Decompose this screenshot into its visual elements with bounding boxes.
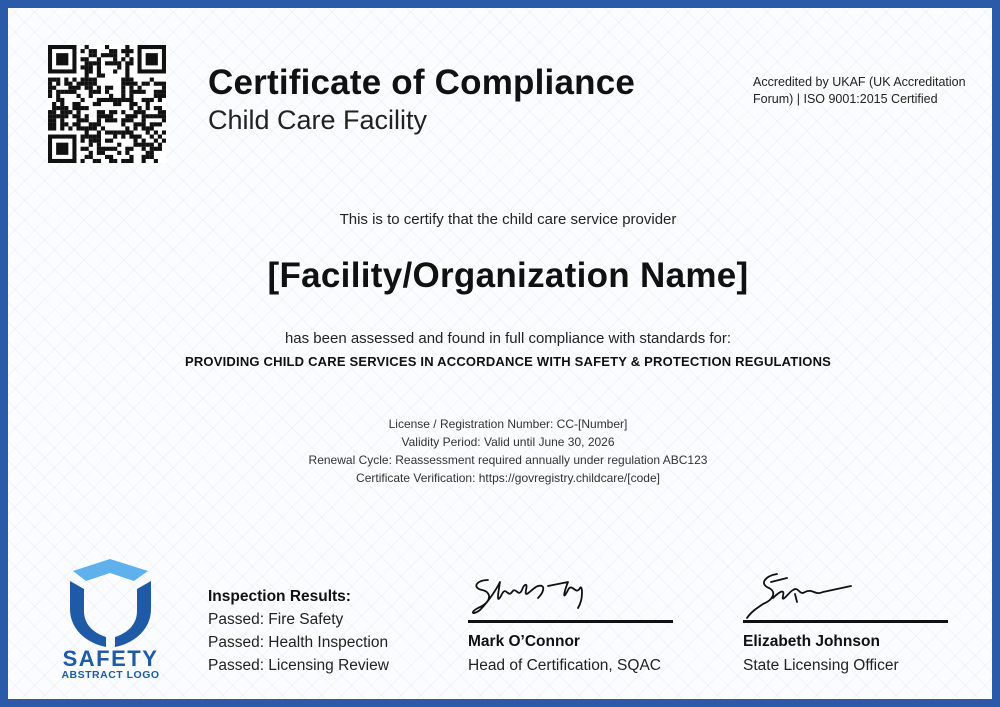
certificate-subtitle: Child Care Facility xyxy=(208,105,428,135)
detail-verification[interactable]: Certificate Verification: https://govregistry.childcare/[code] xyxy=(356,471,660,485)
signature-line-2 xyxy=(743,620,948,623)
signature-block-1 xyxy=(468,568,673,675)
signatory-name-1: Mark O’Connor xyxy=(468,633,580,650)
assessed-statement: has been assessed and found in full compliance with standards for: xyxy=(284,330,732,347)
shield-logo-icon xyxy=(48,551,173,681)
signatory-title-2: State Licensing Officer xyxy=(743,657,899,674)
signatory-title-1: Head of Certification, SQAC xyxy=(468,657,661,674)
inspection-heading: Inspection Results: xyxy=(208,588,351,605)
inspection-item-health: Passed: Health Inspection xyxy=(208,634,389,651)
qr-code-icon xyxy=(48,45,166,163)
logo-line1: SAFETY xyxy=(62,646,159,671)
certificate-details xyxy=(8,415,1000,487)
inspection-item-fire: Passed: Fire Safety xyxy=(208,611,344,628)
signature-scribble-2 xyxy=(743,568,948,620)
signatory-name-2: Elizabeth Johnson xyxy=(743,633,880,650)
inspection-results xyxy=(208,585,389,677)
certify-intro: This is to certify that the child care service provider xyxy=(339,211,677,228)
accreditation-text: Accredited by UKAF (UK Accreditation Forum) | ISO 9001:2015 Certified xyxy=(753,75,966,106)
detail-validity: Validity Period: Valid until June 30, 2026 xyxy=(401,435,615,449)
detail-license: License / Registration Number: CC-[Number] xyxy=(388,417,628,431)
detail-renewal: Renewal Cycle: Reassessment required annually under regulation ABC123 xyxy=(308,453,708,467)
inspection-item-licensing: Passed: Licensing Review xyxy=(208,657,389,674)
signature-line-1 xyxy=(468,620,673,623)
signature-block-2 xyxy=(743,568,948,675)
facility-name: [Facility/Organization Name] xyxy=(267,256,749,295)
signature-scribble-1 xyxy=(468,568,673,620)
compliance-standard: PROVIDING CHILD CARE SERVICES IN ACCORDANCE WITH SAFETY & PROTECTION REGULATIONS xyxy=(184,354,832,369)
logo-line2: ABSTRACT LOGO xyxy=(61,669,160,681)
certificate-title: Certificate of Compliance xyxy=(208,63,636,102)
